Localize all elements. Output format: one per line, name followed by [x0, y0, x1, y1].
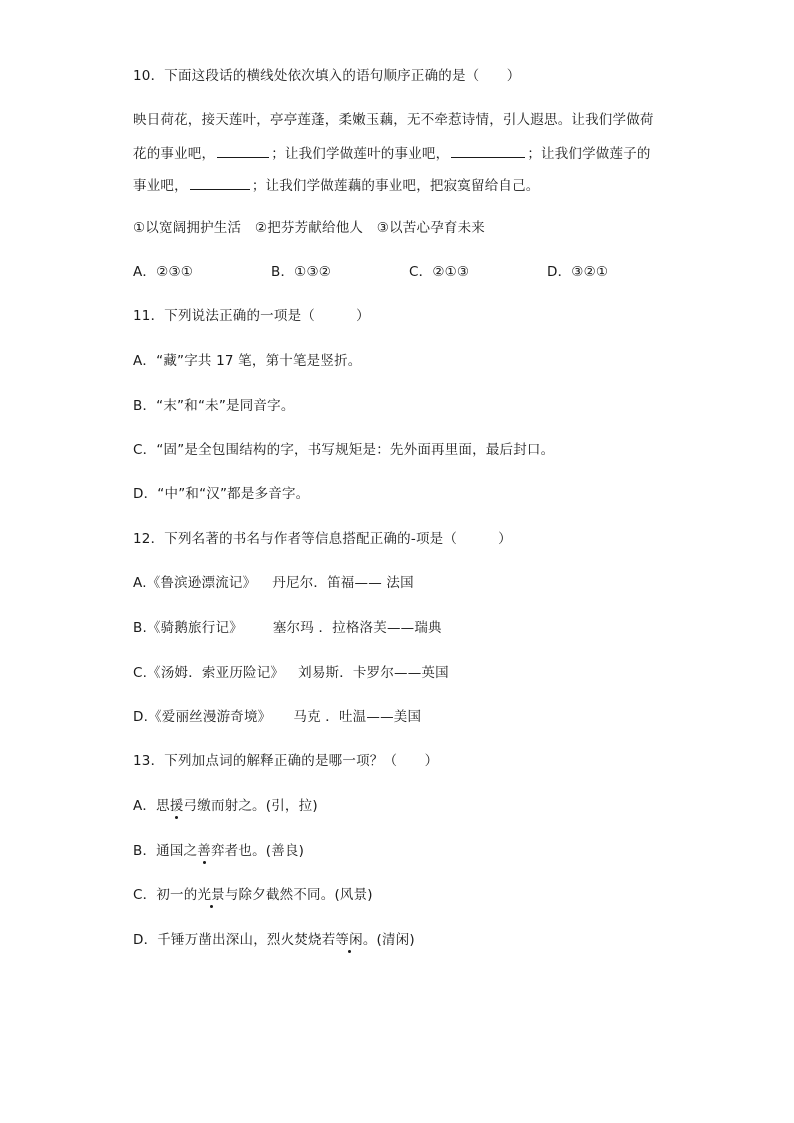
passage-text: 花的事业吧， — [133, 146, 216, 162]
dotted-word: 援 — [169, 798, 184, 814]
question-11-option-c: C．“固”是全包围结构的字，书写规矩是：先外面再里面，最后封口。 — [133, 442, 555, 458]
passage-text: ；让我们学做莲叶的事业吧， — [271, 146, 450, 162]
option-text: 弈者也。(善良) — [210, 843, 305, 859]
option-a: A．②③① — [133, 264, 194, 280]
question-11-option-d: D．“中”和“汉”都是多音字。 — [133, 486, 310, 502]
question-12-option-d — [133, 708, 421, 726]
book-author: 马克 ．吐温——美国 — [293, 709, 422, 725]
book-title: D.《爱丽丝漫游奇境》 — [133, 709, 272, 725]
question-13-option-c — [133, 886, 373, 904]
passage-text: 事业吧， — [133, 178, 188, 194]
option-b: B．①③② — [271, 264, 332, 280]
question-13-option-d — [133, 931, 415, 949]
option-text: B．通国之 — [133, 843, 198, 859]
option-text: 弓缴而射之。(引，拉) — [183, 798, 318, 814]
option-text: 与除夕截然不同。(风景) — [224, 887, 373, 903]
passage-text: ；让我们学做莲藕的事业吧，把寂寞留给自己。 — [251, 178, 540, 194]
option-c: C．②①③ — [409, 264, 470, 280]
question-10-stem: 10．下面这段话的横线处依次填入的语句顺序正确的是（ ） — [133, 68, 521, 84]
dotted-word: 光景 — [197, 887, 225, 903]
question-13-stem: 13．下列加点词的解释正确的是哪一项？（ ） — [133, 753, 439, 769]
question-10-options — [133, 263, 608, 281]
question-12-option-a — [133, 574, 414, 592]
dotted-word: 等闲 — [335, 932, 363, 948]
book-author: 丹尼尔．笛福—— 法国 — [272, 575, 414, 591]
question-11-stem: 11．下列说法正确的一项是（ ） — [133, 308, 370, 324]
fill-blank-3 — [190, 175, 250, 190]
question-11-option-b: B．“末”和“未”是同音字。 — [133, 398, 295, 414]
question-10-passage-line-2 — [133, 143, 651, 163]
option-text: C．初一的 — [133, 887, 198, 903]
option-text: D．千锤万凿出深山，烈火焚烧若 — [133, 932, 336, 948]
question-11-option-a: A．“藏”字共 17 笔，第十笔是竖折。 — [133, 353, 362, 369]
question-10-choices: ①以宽阔拥护生活 ②把芬芳献给他人 ③以苦心孕育未来 — [133, 220, 486, 236]
question-13-option-a — [133, 797, 318, 815]
question-13-option-b — [133, 842, 304, 860]
dotted-word: 善 — [197, 843, 211, 859]
book-title: A.《鲁滨逊漂流记》 — [133, 575, 257, 591]
book-author: 塞尔玛 ．拉格洛芙——瑞典 — [272, 620, 442, 636]
fill-blank-1 — [217, 143, 269, 158]
question-12-stem: 12．下列名著的书名与作者等信息搭配正确的-项是（ ） — [133, 531, 512, 547]
question-10-passage-line-1: 映日荷花，接天莲叶，亭亭莲蓬，柔嫩玉藕，无不牵惹诗情，引人遐思。让我们学做荷 — [133, 112, 654, 128]
question-10-passage-line-3 — [133, 175, 540, 195]
book-title: C.《汤姆．索亚历险记》 — [133, 665, 285, 681]
option-text: 。(清闲) — [362, 932, 415, 948]
book-author: 刘易斯．卡罗尔——英国 — [298, 665, 449, 681]
option-d: D．③②① — [547, 264, 609, 280]
book-title: B.《骑鹅旅行记》 — [133, 620, 243, 636]
fill-blank-2 — [451, 143, 525, 158]
question-12-option-c — [133, 664, 449, 682]
question-12-option-b — [133, 619, 442, 637]
passage-text: ；让我们学做莲子的 — [527, 146, 651, 162]
option-text: A．思 — [133, 798, 170, 814]
